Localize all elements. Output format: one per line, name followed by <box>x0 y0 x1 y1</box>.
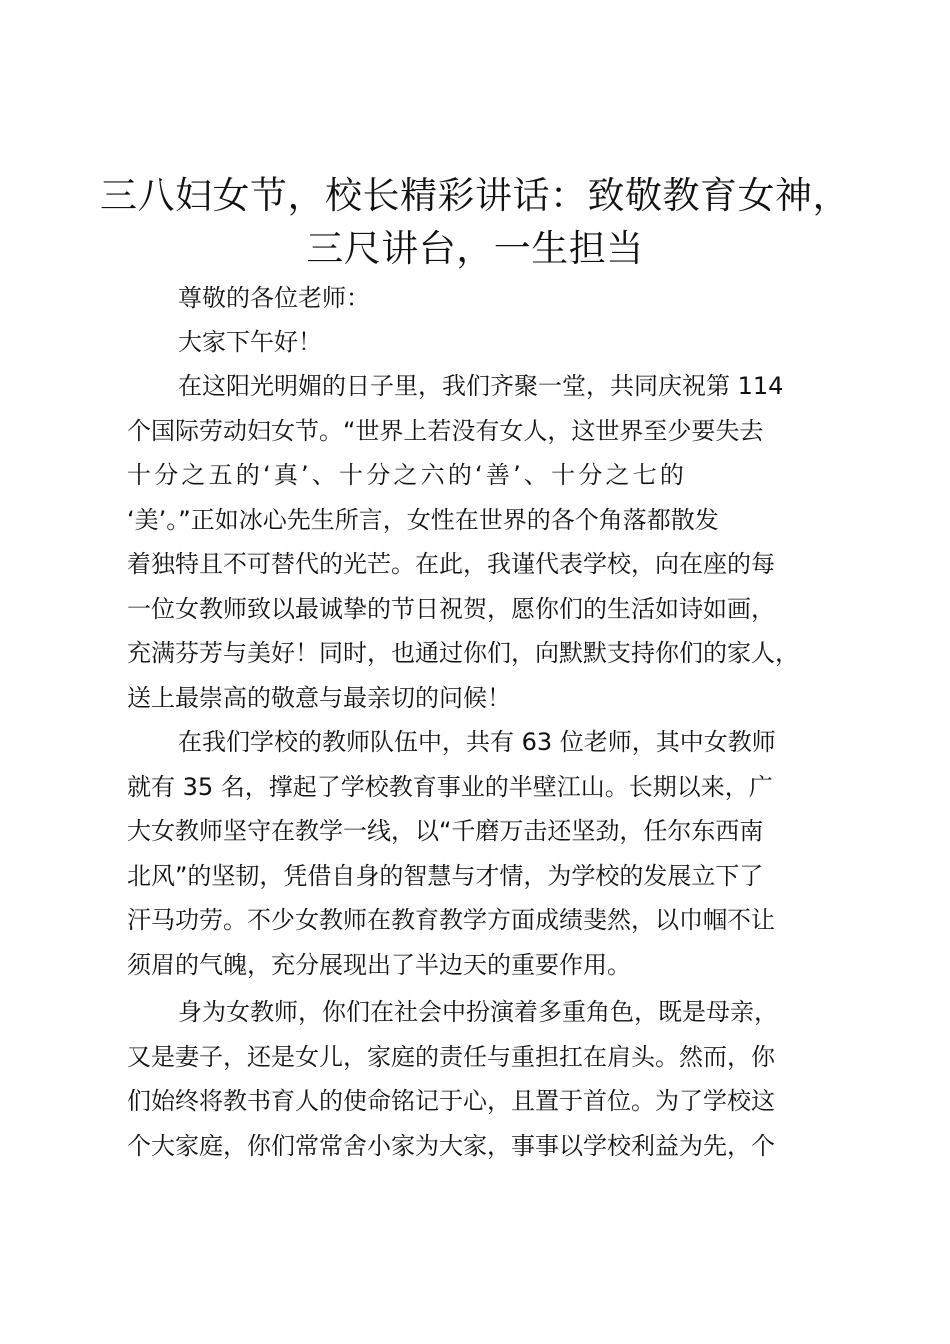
body-line: 大女教师坚守在教学一线，以“千磨万击还坚劲，任尔东西南 <box>127 817 764 845</box>
body-line: 们始终将教书育人的使命铭记于心，且置于首位。为了学校这 <box>127 1087 775 1115</box>
body-line: ‘美’。”正如冰心先生所言，女性在世界的各个角落都散发 <box>127 506 719 534</box>
body-line: 个大家庭，你们常常舍小家为大家，事事以学校利益为先，个 <box>127 1132 775 1160</box>
body-line: 在我们学校的教师队伍中，共有 63 位老师，其中女教师 <box>178 728 776 756</box>
document-title-line-1: 三八妇女节，校长精彩讲话：致敬教育女神， <box>100 174 850 217</box>
body-line: 北风”的坚韧，凭借自身的智慧与才情，为学校的发展立下了 <box>127 862 764 890</box>
body-line: 在这阳光明媚的日子里，我们齐聚一堂，共同庆祝第 114 <box>178 372 784 400</box>
body-line: 一位女教师致以最诚挚的节日祝贺，愿你们的生活如诗如画， <box>127 595 775 623</box>
body-line: 又是妻子，还是女儿，家庭的责任与重担扛在肩头。然而，你 <box>127 1043 775 1071</box>
body-line: 须眉的气魄，充分展现出了半边天的重要作用。 <box>127 951 631 979</box>
salutation: 尊敬的各位老师： <box>178 284 370 312</box>
body-line: 送上最崇高的敬意与最亲切的问候！ <box>127 684 511 712</box>
body-line: 个国际劳动妇女节。“世界上若没有女人，这世界至少要失去 <box>127 417 764 445</box>
greeting: 大家下午好！ <box>178 328 322 356</box>
body-line: 身为女教师，你们在社会中扮演着多重角色，既是母亲， <box>178 998 778 1026</box>
body-line: 就有 35 名，撑起了学校教育事业的半壁江山。长期以来，广 <box>127 773 773 801</box>
body-line: 十分之五的‘真’、十分之六的‘善’、十分之七的 <box>127 461 688 489</box>
document-title-line-2: 三尺讲台，一生担当 <box>306 227 644 270</box>
body-line: 汗马功劳。不少女教师在教育教学方面成绩斐然，以巾帼不让 <box>127 906 775 934</box>
body-line: 着独特且不可替代的光芒。在此，我谨代表学校，向在座的每 <box>127 550 775 578</box>
body-line: 充满芬芳与美好！同时，也通过你们，向默默支持你们的家人， <box>127 639 799 667</box>
